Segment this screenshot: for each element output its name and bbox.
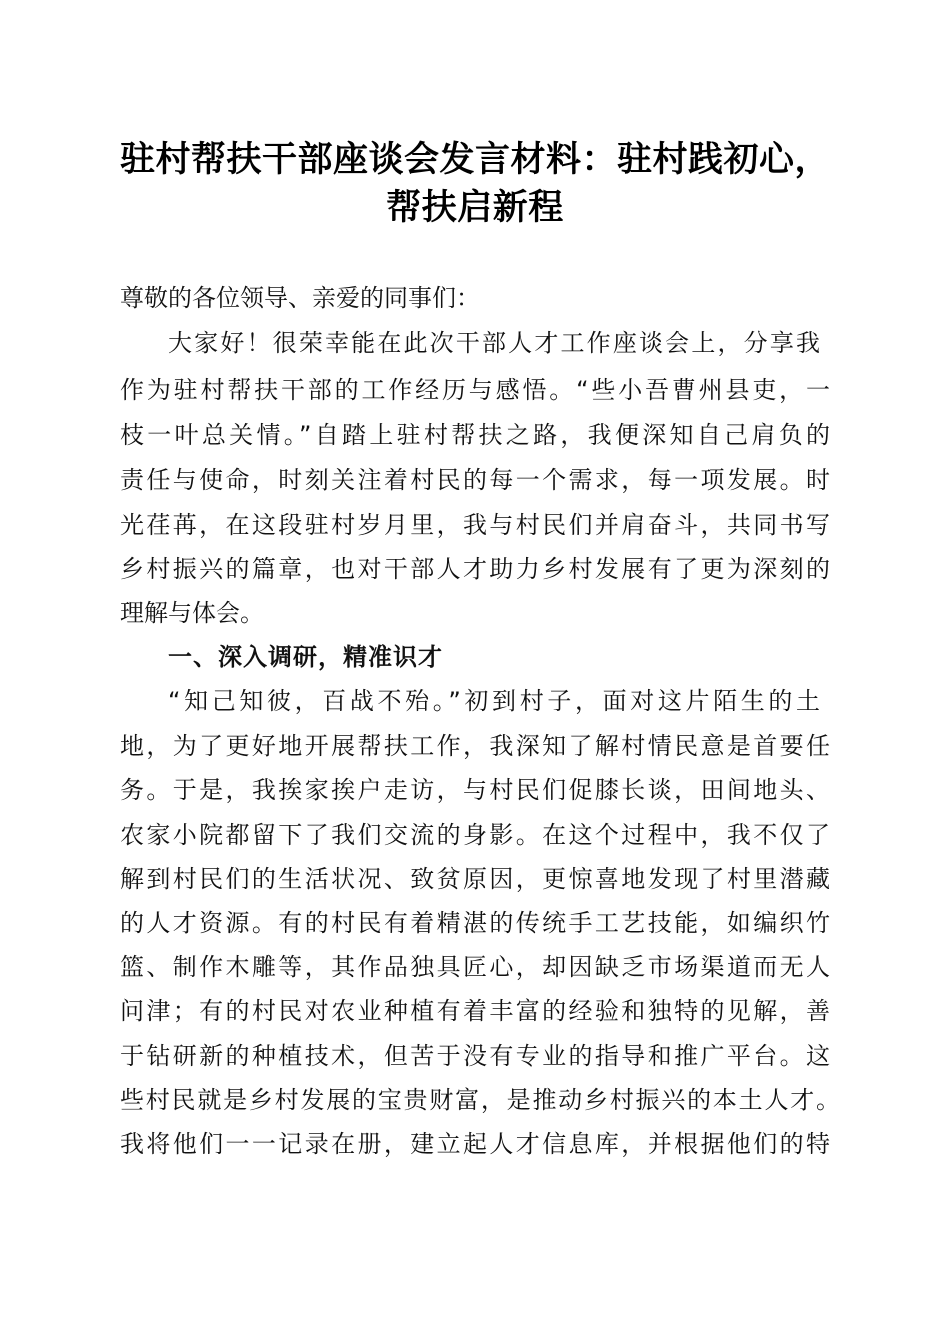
paragraph-line: 于钻研新的种植技术，但苦于没有专业的指导和推广平台。这 — [120, 1042, 830, 1070]
paragraph-line: 解到村民们的生活状况、致贫原因，更惊喜地发现了村里潜藏 — [120, 865, 830, 893]
paragraph-line: 篮、制作木雕等，其作品独具匠心，却因缺乏市场渠道而无人 — [120, 953, 830, 981]
paragraph-line: 责任与使命，时刻关注着村民的每一个需求，每一项发展。时 — [120, 466, 830, 494]
paragraph-line: 农家小院都留下了我们交流的身影。在这个过程中，我不仅了 — [120, 821, 830, 849]
paragraph-line: 作为驻村帮扶干部的工作经历与感悟。“些小吾曹州县吏，一 — [120, 376, 830, 404]
paragraph-line: 理解与体会。 — [120, 599, 264, 627]
paragraph-line: 光荏苒，在这段驻村岁月里，我与村民们并肩奋斗，共同书写 — [120, 511, 830, 539]
paragraph-line: 大家好！很荣幸能在此次干部人才工作座谈会上，分享我 — [168, 329, 820, 357]
paragraph-line: 地，为了更好地开展帮扶工作，我深知了解村情民意是首要任 — [120, 732, 830, 760]
paragraph-line: 的人才资源。有的村民有着精湛的传统手工艺技能，如编织竹 — [120, 909, 830, 937]
section-heading: 一、深入调研，精准识才 — [168, 643, 443, 671]
paragraph-line: “知己知彼，百战不殆。”初到村子，面对这片陌生的土 — [168, 687, 820, 715]
paragraph-line: 我将他们一一记录在册，建立起人才信息库，并根据他们的特 — [120, 1130, 830, 1158]
paragraph-line: 务。于是，我挨家挨户走访，与村民们促膝长谈，田间地头、 — [120, 776, 830, 804]
paragraph-line: 些村民就是乡村发展的宝贵财富，是推动乡村振兴的本土人才。 — [120, 1086, 840, 1114]
salutation: 尊敬的各位领导、亲爱的同事们： — [120, 284, 480, 312]
document-title-line-1: 驻村帮扶干部座谈会发言材料：驻村践初心， — [119, 139, 830, 180]
document-title-line-2: 帮扶启新程 — [386, 187, 564, 228]
paragraph-line: 枝一叶总关情。”自踏上驻村帮扶之路，我便深知自己肩负的 — [120, 421, 830, 449]
paragraph-line: 问津；有的村民对农业种植有着丰富的经验和独特的见解，善 — [120, 997, 830, 1025]
paragraph-line: 乡村振兴的篇章，也对干部人才助力乡村发展有了更为深刻的 — [120, 555, 830, 583]
